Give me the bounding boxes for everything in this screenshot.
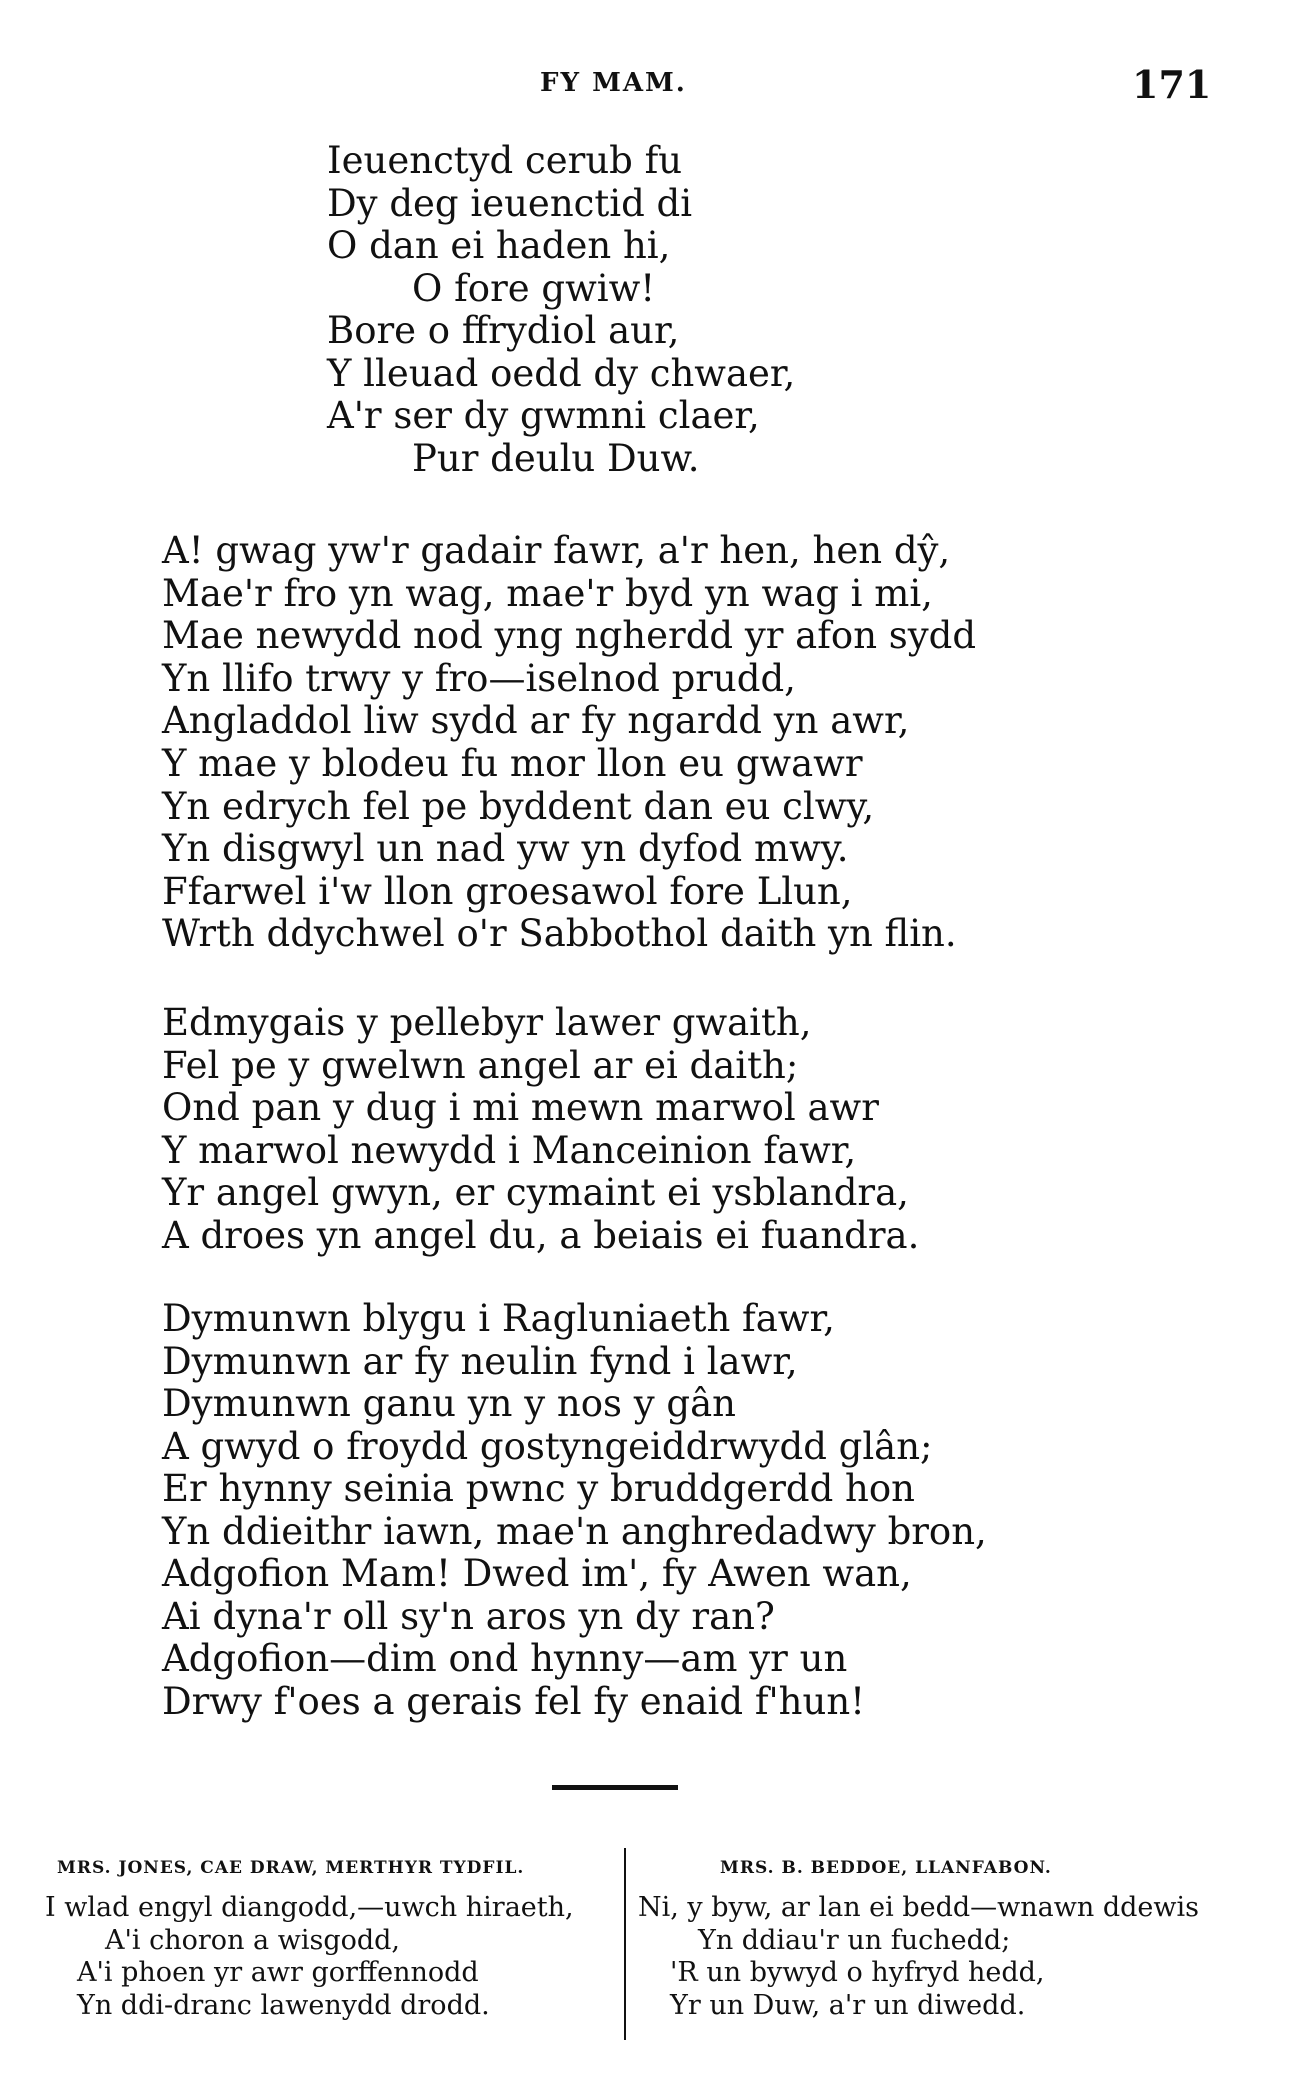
verse-line: Yr angel gwyn, er cymaint ei ysblandra, [162, 1171, 909, 1214]
verse-line: Yn edrych fel pe byddent dan eu clwy, [162, 784, 875, 828]
verse-line: Adgofion—dim ond hynny—am yr un [162, 1637, 848, 1680]
verse-line: Ieuenctyd cerub fu [327, 139, 683, 182]
englyn-line: Yn ddiau'r un fuchedd; [698, 1924, 1011, 1956]
stanza-1 [327, 140, 795, 480]
running-head [0, 62, 1298, 107]
verse-line: Y lleuad oedd dy chwaer, [327, 351, 796, 395]
verse-line: Dymunwn ganu yn y nos y gân [162, 1382, 736, 1425]
verse-line: Ai dyna'r oll sy'n aros yn dy ran? [162, 1594, 775, 1638]
verse-line: Yn llifo trwy y fro—iselnod prudd, [162, 656, 796, 700]
englyn-line: Yn ddi-dranc lawenydd drodd. [77, 1989, 490, 2021]
verse-line: Mae'r fro yn wag, mae'r byd yn wag i mi, [162, 571, 933, 615]
verse-line: Dymunwn blygu i Ragluniaeth fawr, [162, 1297, 835, 1340]
englyn-heading: MRS. B. BEDDOE, LLANFABON. [720, 1858, 1052, 1878]
verse-line: Edmygais y pellebyr lawer gwaith, [162, 1001, 812, 1044]
verse-line: Bore o ffrydiol aur, [327, 309, 680, 352]
column-divider [624, 1848, 626, 2040]
englyn-line: Yr un Duw, a'r un diwedd. [670, 1989, 1026, 2021]
verse-line: Mae newydd nod yng ngherdd yr afon sydd [162, 614, 977, 658]
verse-line: Angladdol liw sydd ar fy ngardd yn awr, [162, 699, 910, 743]
verse-line: A droes yn angel du, a beiais ei fuandra. [162, 1213, 920, 1257]
verse-line: Ffarwel i'w llon groesawol fore Llun, [162, 869, 853, 913]
verse-line: Drwy f'oes a gerais fel fy enaid f'hun! [162, 1679, 866, 1723]
englyn-line: A'i choron a wisgodd, [105, 1924, 401, 1956]
verse-line: Yn disgwyl un nad yw yn dyfod mwy. [162, 827, 849, 871]
englyn-line: 'R un bywyd o hyfryd hedd, [670, 1957, 1045, 1988]
verse-line: Wrth ddychwel o'r Sabbothol daith yn flin. [162, 912, 957, 956]
englyn-line: I wlad engyl diangodd,—uwch hiraeth, [45, 1892, 574, 1923]
englyn-heading: MRS. JONES, CAE DRAW, MERTHYR TYDFIL. [57, 1858, 525, 1878]
englyn-right [638, 1858, 1258, 2022]
section-rule [552, 1785, 678, 1790]
englyn-left [45, 1858, 615, 2022]
stanza-3 [162, 1002, 919, 1257]
verse-line: O dan ei haden hi, [327, 224, 671, 267]
englyn-line: A'i phoen yr awr gorffennodd [77, 1957, 479, 1988]
verse-line: Yn ddieithr iawn, mae'n anghredadwy bron, [162, 1509, 987, 1553]
stanza-2 [162, 530, 976, 956]
verse-line: A'r ser dy gwmni claer, [327, 394, 760, 437]
verse-line: O fore gwiw! [412, 266, 656, 310]
verse-line: Dymunwn ar fy neulin fynd i lawr, [162, 1339, 798, 1383]
verse-line: Fel pe y gwelwn angel ar ei daith; [162, 1043, 799, 1087]
verse-line: Er hynny seinia pwnc y bruddgerdd hon [162, 1467, 915, 1510]
stanza-4 [162, 1298, 987, 1723]
verse-line: Dy deg ieuenctid di [327, 181, 693, 225]
running-title: FY MAM. [540, 68, 687, 98]
verse-line: Adgofion Mam! Dwed im', fy Awen wan, [162, 1552, 912, 1595]
verse-line: Y mae y blodeu fu mor llon eu gwawr [162, 741, 863, 785]
verse-line: Ond pan y dug i mi mewn marwol awr [162, 1086, 879, 1129]
verse-line: A! gwag yw'r gadair fawr, a'r hen, hen dŷ, [162, 529, 951, 572]
verse-line: A gwyd o froydd gostyngeiddrwydd glân; [162, 1424, 933, 1468]
verse-line: Pur deulu Duw. [412, 436, 700, 480]
englyn-line: Ni, y byw, ar lan ei bedd—wnawn ddewis [638, 1892, 1200, 1923]
verse-line: Y marwol newydd i Manceinion fawr, [162, 1128, 857, 1172]
page-number: 171 [1132, 62, 1212, 107]
